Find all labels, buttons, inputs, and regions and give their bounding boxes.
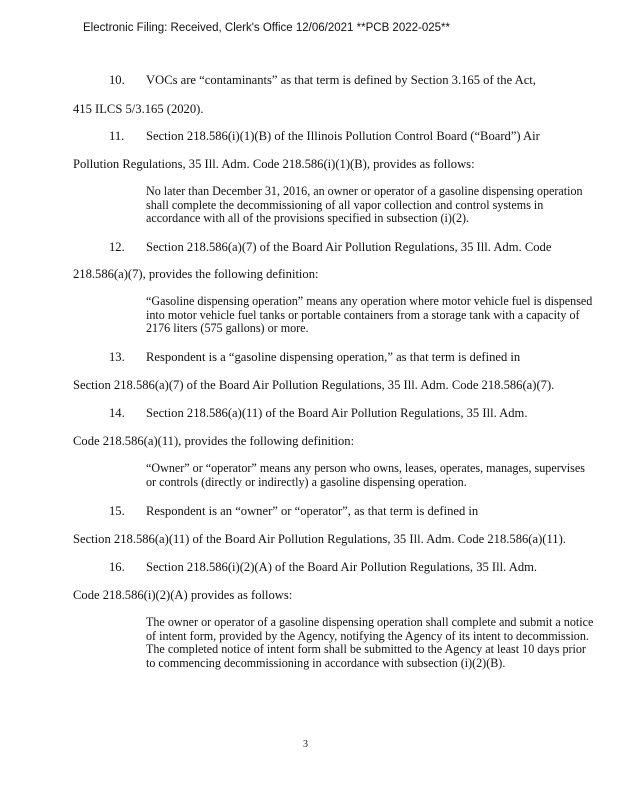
paragraph-number: 10. [109,73,125,87]
paragraph-text: Code 218.586(i)(2)(A) provides as follows: [73,588,293,602]
page-number: 3 [303,739,308,750]
paragraph-text: Section 218.586(a)(7) of the Board Air Pollution Regulations, 35 Ill. Adm. Code 218.586(a)(7). [73,378,555,392]
paragraph-text: Section 218.586(i)(2)(A) of the Board Air Pollution Regulations, 35 Ill. Adm. [146,560,538,574]
paragraph-text: Section 218.586(a)(11) of the Board Air Pollution Regulations, 35 Ill. Adm. [146,406,528,420]
block-quote: “Owner” or “operator” means any person who owns, leases, operates, manages, supervises or controls (directly or indirectly) a gasoline dispensing operation. [146,461,585,489]
paragraph-text: VOCs are “contaminants” as that term is defined by Section 3.165 of the Act, [146,73,536,87]
paragraph-text: Section 218.586(a)(11) of the Board Air Pollution Regulations, 35 Ill. Adm. Code 218.586(a)(11). [73,532,566,546]
paragraph-number: 11. [109,129,125,143]
paragraph-text: Respondent is an “owner” or “operator”, as that term is defined in [146,504,479,518]
paragraph-text: Pollution Regulations, 35 Ill. Adm. Code 218.586(i)(1)(B), provides as follows: [73,157,475,171]
paragraph-text: Respondent is a “gasoline dispensing operation,” as that term is defined in [146,350,521,364]
block-quote: The owner or operator of a gasoline dispensing operation shall complete and submit a notice of intent form, provided by the Agency, notifying the Agency of its intent to decommission. The completed notice of intent form shall be submitted to the Agency at least 10 days prior to commencing decommissioning in accordance with subsection (i)(2)(B). [146,615,594,670]
paragraph-number: 12. [109,240,125,254]
paragraph-number: 15. [109,504,125,518]
block-quote: “Gasoline dispensing operation” means any operation where motor vehicle fuel is dispensed into motor vehicle fuel tanks or portable containers from a storage tank with a capacity of 2176 liters (575 gallons) or more. [146,294,593,336]
block-quote: No later than December 31, 2016, an owner or operator of a gasoline dispensing operation shall complete the decommissioning of all vapor collection and control systems in accordance with all of the provisions specified in subsection (i)(2). [146,184,583,226]
paragraph-text: Section 218.586(i)(1)(B) of the Illinois Pollution Control Board (“Board”) Air [146,129,540,143]
paragraph-text: 218.586(a)(7), provides the following definition: [73,267,319,281]
paragraph-text: 415 ILCS 5/3.165 (2020). [73,102,204,116]
paragraph-number: 13. [109,350,125,364]
paragraph-text: Code 218.586(a)(11), provides the following definition: [73,434,355,448]
paragraph-number: 16. [109,560,125,574]
paragraph-number: 14. [109,406,125,420]
filing-header: Electronic Filing: Received, Clerk's Office 12/06/2021 **PCB 2022-025** [83,22,450,34]
paragraph-text: Section 218.586(a)(7) of the Board Air Pollution Regulations, 35 Ill. Adm. Code [146,240,552,254]
